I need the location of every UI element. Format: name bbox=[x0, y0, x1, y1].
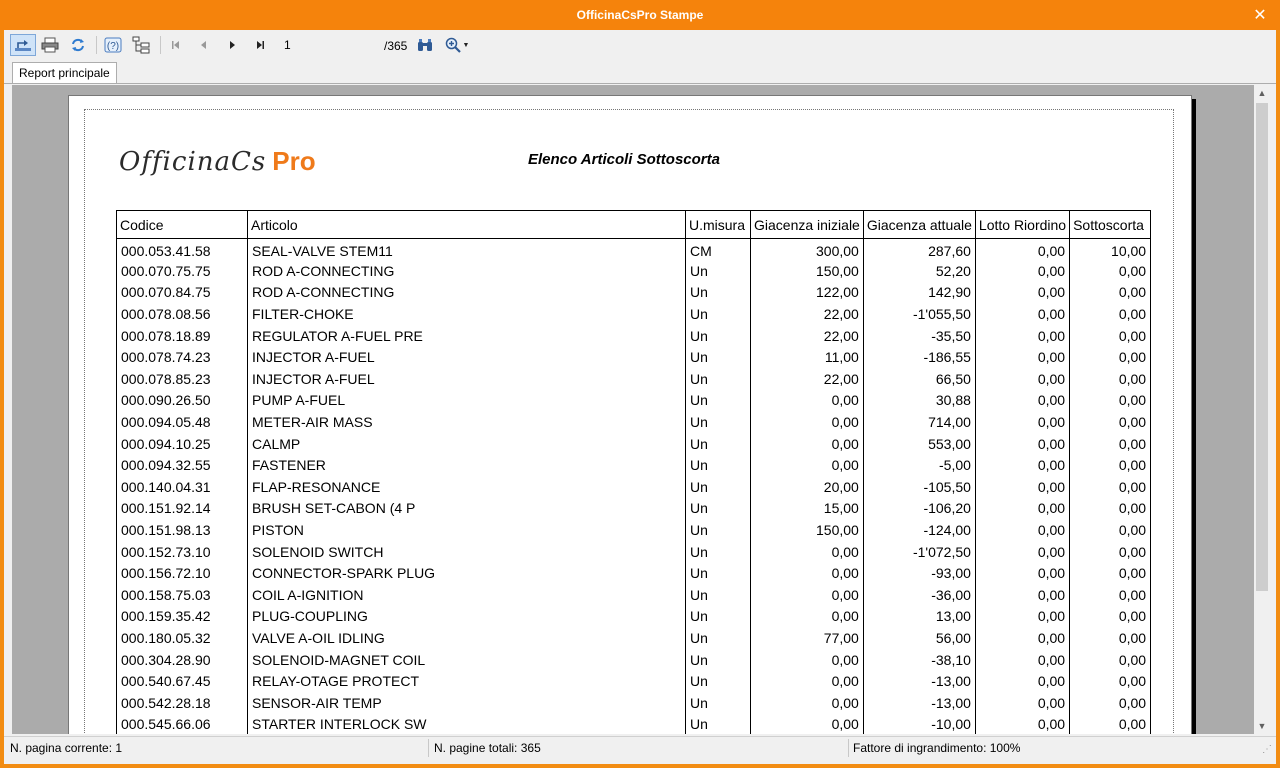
table-cell: 000.151.98.13 bbox=[117, 519, 248, 541]
toolbar-separator bbox=[96, 36, 97, 54]
toolbar-separator bbox=[160, 36, 161, 54]
table-row bbox=[117, 454, 1151, 476]
table-cell: 0,00 bbox=[1070, 476, 1151, 498]
table-cell: Un bbox=[686, 454, 751, 476]
table-cell: Un bbox=[686, 325, 751, 347]
table-cell: 000.094.32.55 bbox=[117, 454, 248, 476]
table-cell: 0,00 bbox=[751, 606, 864, 628]
table-cell: 553,00 bbox=[863, 433, 975, 455]
table-cell: INJECTOR A-FUEL bbox=[248, 346, 686, 368]
table-cell: -124,00 bbox=[863, 519, 975, 541]
help-icon bbox=[104, 37, 122, 53]
table-cell: 0,00 bbox=[1070, 411, 1151, 433]
table-row bbox=[117, 584, 1151, 606]
table-cell: 0,00 bbox=[975, 606, 1069, 628]
table-cell: 0,00 bbox=[975, 562, 1069, 584]
next-page-icon bbox=[227, 40, 237, 50]
table-cell: CONNECTOR-SPARK PLUG bbox=[248, 562, 686, 584]
table-cell: -5,00 bbox=[863, 454, 975, 476]
table-cell: 0,00 bbox=[1070, 714, 1151, 734]
table-cell: 0,00 bbox=[1070, 433, 1151, 455]
zoom-icon bbox=[445, 37, 461, 53]
table-row bbox=[117, 541, 1151, 563]
column-header: Articolo bbox=[248, 211, 686, 239]
refresh-icon bbox=[70, 37, 86, 53]
table-cell: 000.542.28.18 bbox=[117, 692, 248, 714]
table-cell: 0,00 bbox=[1070, 325, 1151, 347]
table-cell: 0,00 bbox=[751, 562, 864, 584]
chevron-down-icon: ▼ bbox=[462, 41, 470, 49]
prev-page-icon bbox=[199, 40, 209, 50]
table-cell: SOLENOID SWITCH bbox=[248, 541, 686, 563]
table-cell: 56,00 bbox=[863, 627, 975, 649]
table-cell: 0,00 bbox=[1070, 562, 1151, 584]
table-cell: -93,00 bbox=[863, 562, 975, 584]
table-cell: 000.180.05.32 bbox=[117, 627, 248, 649]
table-cell: -106,20 bbox=[863, 498, 975, 520]
prev-page-button[interactable] bbox=[194, 34, 214, 56]
table-cell: 122,00 bbox=[751, 282, 864, 304]
table-cell: 0,00 bbox=[975, 390, 1069, 412]
table-cell: 000.070.75.75 bbox=[117, 260, 248, 282]
table-cell: -1'055,50 bbox=[863, 303, 975, 325]
title-bar bbox=[0, 0, 1280, 30]
table-row bbox=[117, 282, 1151, 304]
status-total-pages: N. pagine totali: 365 bbox=[434, 741, 541, 755]
table-cell: 000.053.41.58 bbox=[117, 239, 248, 261]
table-cell: 52,20 bbox=[863, 260, 975, 282]
table-cell: 0,00 bbox=[1070, 670, 1151, 692]
table-cell: FILTER-CHOKE bbox=[248, 303, 686, 325]
first-page-icon bbox=[171, 40, 181, 50]
table-cell: Un bbox=[686, 433, 751, 455]
close-icon[interactable]: ✕ bbox=[1253, 7, 1267, 24]
table-cell: -35,50 bbox=[863, 325, 975, 347]
table-cell: 000.090.26.50 bbox=[117, 390, 248, 412]
table-row bbox=[117, 606, 1151, 628]
table-cell: 000.070.84.75 bbox=[117, 282, 248, 304]
table-cell: METER-AIR MASS bbox=[248, 411, 686, 433]
help-button[interactable] bbox=[102, 34, 124, 56]
table-cell: 0,00 bbox=[975, 714, 1069, 734]
column-header: Sottoscorta bbox=[1070, 211, 1151, 239]
table-cell: 150,00 bbox=[751, 519, 864, 541]
scroll-down-icon[interactable]: ▼ bbox=[1257, 721, 1267, 731]
table-cell: 0,00 bbox=[975, 454, 1069, 476]
table-row bbox=[117, 692, 1151, 714]
table-cell: Un bbox=[686, 584, 751, 606]
table-cell: 0,00 bbox=[1070, 303, 1151, 325]
table-cell: 000.140.04.31 bbox=[117, 476, 248, 498]
table-cell: 0,00 bbox=[751, 390, 864, 412]
binoculars-icon bbox=[417, 38, 433, 52]
tab-strip bbox=[4, 60, 1276, 84]
table-row bbox=[117, 390, 1151, 412]
table-cell: 0,00 bbox=[751, 433, 864, 455]
table-cell: 150,00 bbox=[751, 260, 864, 282]
table-cell: 0,00 bbox=[975, 260, 1069, 282]
scroll-up-icon[interactable]: ▲ bbox=[1257, 88, 1267, 98]
table-cell: PLUG-COUPLING bbox=[248, 606, 686, 628]
table-row bbox=[117, 325, 1151, 347]
resize-grip-icon[interactable]: ⋰ bbox=[1262, 744, 1272, 755]
table-cell: 66,50 bbox=[863, 368, 975, 390]
status-zoom: Fattore di ingrandimento: 100% bbox=[853, 741, 1021, 755]
table-cell: BRUSH SET-CABON (4 P bbox=[248, 498, 686, 520]
table-cell: 0,00 bbox=[975, 627, 1069, 649]
table-cell: -13,00 bbox=[863, 670, 975, 692]
table-cell: PUMP A-FUEL bbox=[248, 390, 686, 412]
table-cell: 0,00 bbox=[751, 584, 864, 606]
table-cell: 13,00 bbox=[863, 606, 975, 628]
table-cell: Un bbox=[686, 303, 751, 325]
table-cell: 0,00 bbox=[975, 368, 1069, 390]
table-cell: 000.158.75.03 bbox=[117, 584, 248, 606]
table-row bbox=[117, 411, 1151, 433]
table-cell: 000.152.73.10 bbox=[117, 541, 248, 563]
table-cell: -10,00 bbox=[863, 714, 975, 734]
column-header: U.misura bbox=[686, 211, 751, 239]
last-page-icon bbox=[255, 40, 265, 50]
table-cell: Un bbox=[686, 346, 751, 368]
table-cell: 0,00 bbox=[751, 692, 864, 714]
table-row bbox=[117, 498, 1151, 520]
table-cell: 0,00 bbox=[1070, 454, 1151, 476]
report-viewport[interactable] bbox=[12, 85, 1254, 734]
table-cell: 0,00 bbox=[1070, 692, 1151, 714]
refresh-button[interactable] bbox=[66, 34, 90, 56]
table-body bbox=[117, 239, 1151, 735]
table-row bbox=[117, 260, 1151, 282]
table-cell: 11,00 bbox=[751, 346, 864, 368]
table-cell: 000.078.18.89 bbox=[117, 325, 248, 347]
find-button[interactable] bbox=[414, 34, 436, 56]
table-cell: 77,00 bbox=[751, 627, 864, 649]
report-table bbox=[116, 210, 1151, 734]
logo-accent-text: Pro bbox=[272, 146, 316, 176]
tab-report-principale[interactable]: Report principale bbox=[12, 62, 117, 84]
logo-script-text: OfficinaCs bbox=[119, 147, 267, 177]
table-cell: 0,00 bbox=[751, 454, 864, 476]
table-cell: 20,00 bbox=[751, 476, 864, 498]
status-bar bbox=[4, 736, 1276, 758]
table-cell: 22,00 bbox=[751, 303, 864, 325]
table-cell: 0,00 bbox=[1070, 498, 1151, 520]
table-cell: 0,00 bbox=[1070, 519, 1151, 541]
table-cell: FASTENER bbox=[248, 454, 686, 476]
table-cell: 0,00 bbox=[975, 692, 1069, 714]
table-cell: 22,00 bbox=[751, 368, 864, 390]
table-cell: 0,00 bbox=[1070, 541, 1151, 563]
table-cell: 000.078.85.23 bbox=[117, 368, 248, 390]
table-cell: 0,00 bbox=[1070, 260, 1151, 282]
page-number-input[interactable] bbox=[280, 36, 380, 54]
table-cell: 000.540.67.45 bbox=[117, 670, 248, 692]
table-cell: Un bbox=[686, 714, 751, 734]
svg-text:(?): (?) bbox=[106, 41, 120, 52]
table-row bbox=[117, 346, 1151, 368]
table-cell: Un bbox=[686, 606, 751, 628]
table-cell: VALVE A-OIL IDLING bbox=[248, 627, 686, 649]
table-cell: COIL A-IGNITION bbox=[248, 584, 686, 606]
page-total-label: /365 bbox=[384, 39, 408, 53]
table-cell: Un bbox=[686, 476, 751, 498]
main-window bbox=[4, 30, 1276, 764]
table-cell: 0,00 bbox=[975, 433, 1069, 455]
toolbar bbox=[4, 30, 1276, 60]
table-cell: 0,00 bbox=[975, 498, 1069, 520]
report-page bbox=[68, 95, 1192, 734]
table-row bbox=[117, 649, 1151, 671]
status-separator bbox=[848, 739, 849, 757]
table-cell: ROD A-CONNECTING bbox=[248, 282, 686, 304]
scrollbar-thumb[interactable] bbox=[1256, 103, 1268, 591]
table-row bbox=[117, 714, 1151, 734]
table-cell: 0,00 bbox=[1070, 627, 1151, 649]
tree-button[interactable] bbox=[130, 34, 152, 56]
column-header: Lotto Riordino bbox=[975, 211, 1069, 239]
table-cell: 0,00 bbox=[975, 584, 1069, 606]
table-cell: 0,00 bbox=[751, 411, 864, 433]
table-cell: Un bbox=[686, 519, 751, 541]
table-cell: 000.094.10.25 bbox=[117, 433, 248, 455]
table-cell: 0,00 bbox=[1070, 282, 1151, 304]
table-cell: 0,00 bbox=[1070, 606, 1151, 628]
table-cell: 0,00 bbox=[975, 346, 1069, 368]
table-cell: SOLENOID-MAGNET COIL bbox=[248, 649, 686, 671]
table-header-row bbox=[117, 211, 1151, 239]
table-cell: 142,90 bbox=[863, 282, 975, 304]
column-header: Giacenza iniziale bbox=[751, 211, 864, 239]
table-cell: REGULATOR A-FUEL PRE bbox=[248, 325, 686, 347]
table-row bbox=[117, 303, 1151, 325]
table-cell: Un bbox=[686, 498, 751, 520]
table-cell: PISTON bbox=[248, 519, 686, 541]
table-cell: 0,00 bbox=[975, 303, 1069, 325]
table-cell: 0,00 bbox=[1070, 390, 1151, 412]
table-cell: Un bbox=[686, 541, 751, 563]
table-cell: Un bbox=[686, 649, 751, 671]
next-page-button[interactable] bbox=[222, 34, 242, 56]
table-cell: 000.156.72.10 bbox=[117, 562, 248, 584]
status-separator bbox=[428, 739, 429, 757]
table-cell: SEAL-VALVE STEM11 bbox=[248, 239, 686, 261]
table-cell: Un bbox=[686, 368, 751, 390]
table-cell: 000.094.05.48 bbox=[117, 411, 248, 433]
table-cell: 0,00 bbox=[975, 649, 1069, 671]
table-cell: 000.151.92.14 bbox=[117, 498, 248, 520]
table-cell: 22,00 bbox=[751, 325, 864, 347]
table-cell: 0,00 bbox=[751, 541, 864, 563]
print-button[interactable] bbox=[38, 34, 62, 56]
table-cell: 0,00 bbox=[975, 476, 1069, 498]
table-cell: 0,00 bbox=[1070, 649, 1151, 671]
table-cell: SENSOR-AIR TEMP bbox=[248, 692, 686, 714]
table-cell: Un bbox=[686, 260, 751, 282]
table-cell: 0,00 bbox=[751, 670, 864, 692]
table-row bbox=[117, 476, 1151, 498]
export-button[interactable] bbox=[10, 34, 36, 56]
table-cell: ROD A-CONNECTING bbox=[248, 260, 686, 282]
table-cell: CM bbox=[686, 239, 751, 261]
window-title: OfficinaCsPro Stampe bbox=[576, 8, 704, 22]
table-cell: -36,00 bbox=[863, 584, 975, 606]
table-cell: 0,00 bbox=[1070, 346, 1151, 368]
table-cell: 30,88 bbox=[863, 390, 975, 412]
table-cell: CALMP bbox=[248, 433, 686, 455]
table-cell: 0,00 bbox=[975, 541, 1069, 563]
table-cell: 10,00 bbox=[1070, 239, 1151, 261]
table-row bbox=[117, 239, 1151, 261]
table-cell: 000.078.08.56 bbox=[117, 303, 248, 325]
table-cell: FLAP-RESONANCE bbox=[248, 476, 686, 498]
table-cell: 000.159.35.42 bbox=[117, 606, 248, 628]
table-cell: 0,00 bbox=[975, 239, 1069, 261]
table-cell: -1'072,50 bbox=[863, 541, 975, 563]
table-row bbox=[117, 627, 1151, 649]
tree-icon bbox=[132, 36, 150, 54]
print-icon bbox=[41, 37, 59, 53]
table-cell: STARTER INTERLOCK SW bbox=[248, 714, 686, 734]
column-header: Giacenza attuale bbox=[863, 211, 975, 239]
table-cell: RELAY-OTAGE PROTECT bbox=[248, 670, 686, 692]
table-row bbox=[117, 433, 1151, 455]
first-page-button[interactable] bbox=[166, 34, 186, 56]
table-cell: Un bbox=[686, 692, 751, 714]
table-row bbox=[117, 519, 1151, 541]
table-cell: -105,50 bbox=[863, 476, 975, 498]
column-header: Codice bbox=[117, 211, 248, 239]
tab-divider bbox=[4, 83, 1276, 84]
table-cell: 0,00 bbox=[751, 714, 864, 734]
table-cell: Un bbox=[686, 562, 751, 584]
table-row bbox=[117, 562, 1151, 584]
table-cell: Un bbox=[686, 390, 751, 412]
table-cell: 300,00 bbox=[751, 239, 864, 261]
table-cell: Un bbox=[686, 282, 751, 304]
report-title: Elenco Articoli Sottoscorta bbox=[528, 151, 720, 168]
table-cell: 0,00 bbox=[975, 282, 1069, 304]
table-cell: Un bbox=[686, 627, 751, 649]
table-cell: 0,00 bbox=[975, 411, 1069, 433]
table-cell: 0,00 bbox=[975, 325, 1069, 347]
table-cell: 000.304.28.90 bbox=[117, 649, 248, 671]
table-cell: 0,00 bbox=[975, 519, 1069, 541]
export-icon bbox=[14, 37, 32, 53]
table-cell: 0,00 bbox=[1070, 584, 1151, 606]
table-cell: -186,55 bbox=[863, 346, 975, 368]
table-cell: INJECTOR A-FUEL bbox=[248, 368, 686, 390]
vertical-scrollbar[interactable] bbox=[1254, 85, 1270, 734]
table-row bbox=[117, 670, 1151, 692]
table-cell: 0,00 bbox=[1070, 368, 1151, 390]
table-cell: 000.078.74.23 bbox=[117, 346, 248, 368]
table-row bbox=[117, 368, 1151, 390]
table-cell: -38,10 bbox=[863, 649, 975, 671]
table-cell: 000.545.66.06 bbox=[117, 714, 248, 734]
table-cell: 0,00 bbox=[751, 649, 864, 671]
table-cell: 287,60 bbox=[863, 239, 975, 261]
last-page-button[interactable] bbox=[250, 34, 270, 56]
table-cell: -13,00 bbox=[863, 692, 975, 714]
company-logo bbox=[119, 146, 316, 180]
table-cell: 15,00 bbox=[751, 498, 864, 520]
zoom-button[interactable] bbox=[442, 34, 472, 56]
table-cell: Un bbox=[686, 670, 751, 692]
table-cell: Un bbox=[686, 411, 751, 433]
table-cell: 0,00 bbox=[975, 670, 1069, 692]
status-current-page: N. pagina corrente: 1 bbox=[10, 741, 123, 755]
table-cell: 714,00 bbox=[863, 411, 975, 433]
